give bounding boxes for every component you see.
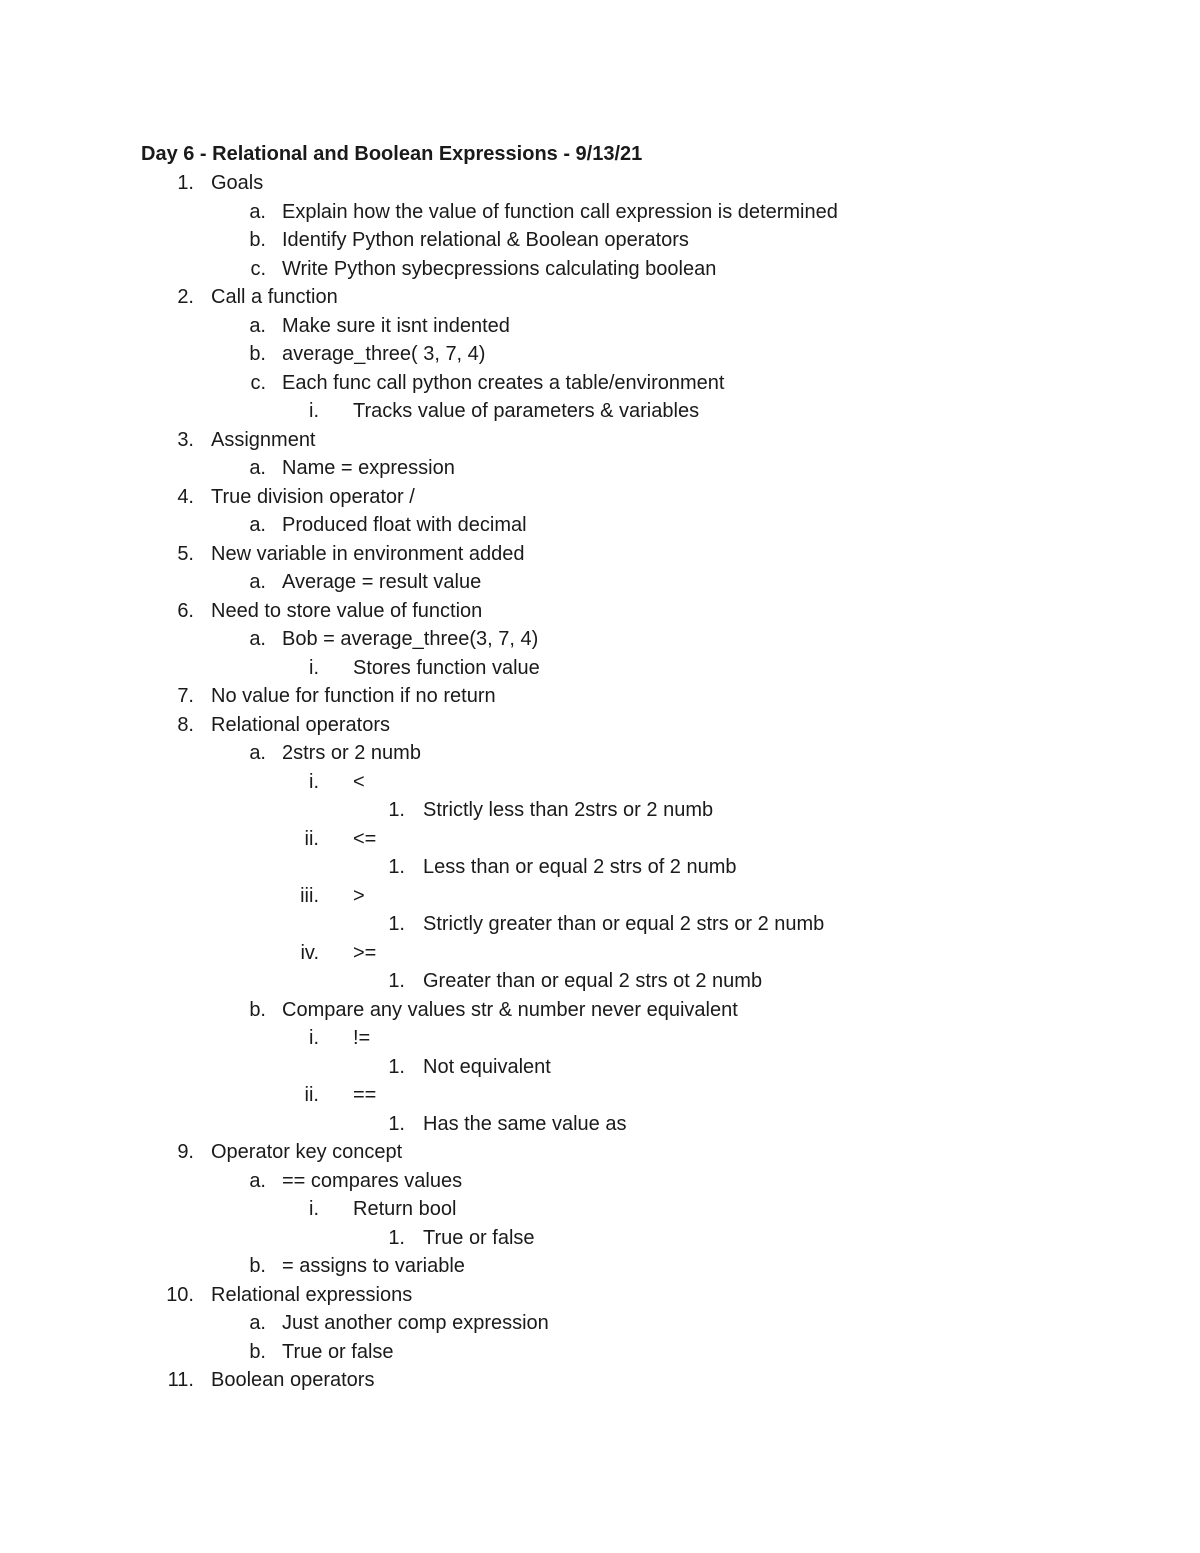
outline-item-text: Compare any values str & number never equivalent: [282, 998, 738, 1021]
outline-item-marker: 5.: [177, 542, 194, 565]
outline-item-text: Strictly greater than or equal 2 strs or 2 numb: [423, 913, 825, 935]
outline-item-marker: c.: [250, 257, 266, 280]
outline-item-text: >=: [353, 941, 377, 964]
outline-item: [0, 597, 1200, 626]
outline-item-marker: c.: [250, 371, 266, 394]
outline-item: [0, 1252, 1200, 1281]
outline-item-marker: iii.: [300, 884, 319, 907]
outline-item-marker: 1.: [177, 172, 194, 194]
outline-item-text: Each func call python creates a table/environment: [282, 371, 725, 394]
outline-item-marker: 6.: [177, 599, 194, 622]
outline-item-marker: i.: [309, 1027, 319, 1049]
outline-item-text: Not equivalent: [423, 1055, 551, 1078]
outline-item-text: Assignment: [211, 428, 316, 451]
outline-item: [0, 1224, 1200, 1253]
outline-item-marker: 7.: [177, 685, 194, 707]
outline-item: [0, 540, 1200, 569]
outline-item-text: Call a function: [211, 286, 338, 308]
outline-item-text: = assigns to variable: [282, 1255, 465, 1277]
outline-item: [0, 198, 1200, 227]
outline-item-text: True or false: [423, 1226, 535, 1249]
outline-item-marker: i.: [309, 656, 319, 679]
outline-item-marker: a.: [249, 742, 266, 764]
outline-item: [0, 1167, 1200, 1196]
outline-item-text: Operator key concept: [211, 1141, 403, 1163]
outline-item-text: >: [353, 884, 365, 907]
outline-item-text: Strictly less than 2strs or 2 numb: [423, 799, 714, 821]
outline-item: [0, 1309, 1200, 1338]
outline-item-text: Bob = average_three(3, 7, 4): [282, 628, 539, 650]
outline-item-marker: a.: [249, 1312, 266, 1334]
outline-item: [0, 1110, 1200, 1139]
outline-item-marker: a.: [249, 1169, 266, 1192]
outline-item: [0, 1081, 1200, 1110]
outline-item-marker: i.: [309, 770, 319, 793]
outline-item-marker: 9.: [177, 1141, 194, 1163]
outline-item: [0, 369, 1200, 398]
outline-item-marker: i.: [309, 1198, 319, 1220]
outline-item: [0, 426, 1200, 455]
outline-item: [0, 483, 1200, 512]
outline-item-marker: ii.: [304, 1084, 319, 1106]
outline-item-marker: ii.: [304, 827, 319, 850]
outline-item-text: Relational operators: [211, 713, 390, 736]
outline-item-marker: 3.: [177, 428, 194, 451]
outline-item-marker: 1.: [388, 970, 405, 992]
outline-item-text: Name = expression: [282, 457, 455, 479]
outline-item: [0, 397, 1200, 426]
outline-item-marker: a.: [249, 514, 266, 536]
outline-item: [0, 283, 1200, 312]
outline-item-marker: 1.: [388, 913, 405, 935]
outline-item-text: Explain how the value of function call expression is determined: [282, 200, 838, 223]
outline-item: [0, 255, 1200, 284]
outline-item-marker: 1.: [388, 856, 405, 878]
outline-item-marker: 4.: [177, 485, 194, 508]
outline-item-marker: b.: [249, 1340, 266, 1363]
outline-item: [0, 1024, 1200, 1053]
outline-item: [0, 910, 1200, 939]
outline-item: [0, 340, 1200, 369]
outline-item: [0, 312, 1200, 341]
outline-item-text: Relational expressions: [211, 1283, 413, 1306]
outline-item-text: Return bool: [353, 1198, 457, 1220]
outline-item: [0, 967, 1200, 996]
outline-list: [0, 169, 1200, 1395]
outline-item-marker: a.: [249, 571, 266, 593]
outline-item: [0, 853, 1200, 882]
outline-item: [0, 511, 1200, 540]
outline-item: [0, 1366, 1200, 1395]
outline-item-text: Just another comp expression: [282, 1312, 549, 1334]
outline-item-marker: a.: [249, 314, 266, 337]
outline-item-text: Need to store value of function: [211, 599, 483, 622]
outline-item-marker: b.: [249, 1255, 266, 1277]
document-title: Day 6 - Relational and Boolean Expressions - 9/13/21: [141, 143, 643, 165]
outline-item-text: True or false: [282, 1340, 394, 1363]
outline-item: [0, 739, 1200, 768]
outline-item-text: Goals: [211, 172, 264, 194]
outline-item-marker: 1.: [388, 1112, 405, 1135]
outline-item-text: Boolean operators: [211, 1369, 375, 1391]
outline-item: [0, 654, 1200, 683]
outline-item-text: Average = result value: [282, 571, 482, 593]
outline-item: [0, 1053, 1200, 1082]
outline-item-text: Tracks value of parameters & variables: [353, 400, 700, 422]
outline-item: [0, 226, 1200, 255]
outline-item: [0, 682, 1200, 711]
outline-item-text: <=: [353, 827, 377, 850]
outline-item: [0, 1281, 1200, 1310]
outline-item-text: !=: [353, 1027, 371, 1049]
outline-item-marker: a.: [249, 457, 266, 479]
outline-item-text: <: [353, 770, 365, 793]
outline-item: [0, 625, 1200, 654]
outline-item: [0, 939, 1200, 968]
outline-item-text: Write Python sybecpressions calculating boolean: [282, 257, 717, 280]
outline-item: [0, 568, 1200, 597]
outline-item-text: Produced float with decimal: [282, 514, 527, 536]
outline-item-marker: a.: [249, 628, 266, 650]
outline-item-text: == compares values: [282, 1169, 463, 1192]
outline-item-marker: 1.: [388, 1226, 405, 1249]
outline-item-marker: 1.: [388, 1055, 405, 1078]
outline-item-text: True division operator /: [211, 485, 415, 508]
outline-item: [0, 796, 1200, 825]
outline-item-text: Less than or equal 2 strs of 2 numb: [423, 856, 737, 878]
outline-item: [0, 768, 1200, 797]
outline-item: [0, 454, 1200, 483]
outline-item: [0, 169, 1200, 198]
outline-item: [0, 711, 1200, 740]
outline-item-text: New variable in environment added: [211, 542, 525, 565]
outline-item-text: average_three( 3, 7, 4): [282, 343, 486, 365]
outline-item-marker: 1.: [388, 799, 405, 821]
outline-item-marker: iv.: [300, 941, 319, 964]
outline-item-text: Identify Python relational & Boolean operators: [282, 229, 689, 251]
outline-item-marker: b.: [249, 998, 266, 1021]
outline-item-text: Greater than or equal 2 strs ot 2 numb: [423, 970, 763, 992]
outline-item: [0, 1195, 1200, 1224]
outline-item-text: 2strs or 2 numb: [282, 742, 421, 764]
outline-item: [0, 1338, 1200, 1367]
outline-item-text: Stores function value: [353, 656, 540, 679]
outline-item-marker: a.: [249, 200, 266, 223]
outline-item-text: Has the same value as: [423, 1112, 627, 1135]
outline-item-marker: 2.: [177, 286, 194, 308]
outline-item: [0, 1138, 1200, 1167]
outline-item-marker: 8.: [177, 713, 194, 736]
outline-item: [0, 825, 1200, 854]
outline-item-marker: 10.: [166, 1283, 194, 1306]
outline-item: [0, 996, 1200, 1025]
outline-item-text: Make sure it isnt indented: [282, 314, 510, 337]
outline-item-marker: b.: [249, 229, 266, 251]
outline-item-marker: 11.: [167, 1369, 194, 1391]
outline-item-text: No value for function if no return: [211, 685, 496, 707]
outline-item-text: ==: [353, 1084, 377, 1106]
outline-item-marker: i.: [309, 400, 319, 422]
outline-item: [0, 882, 1200, 911]
outline-item-marker: b.: [249, 343, 266, 365]
